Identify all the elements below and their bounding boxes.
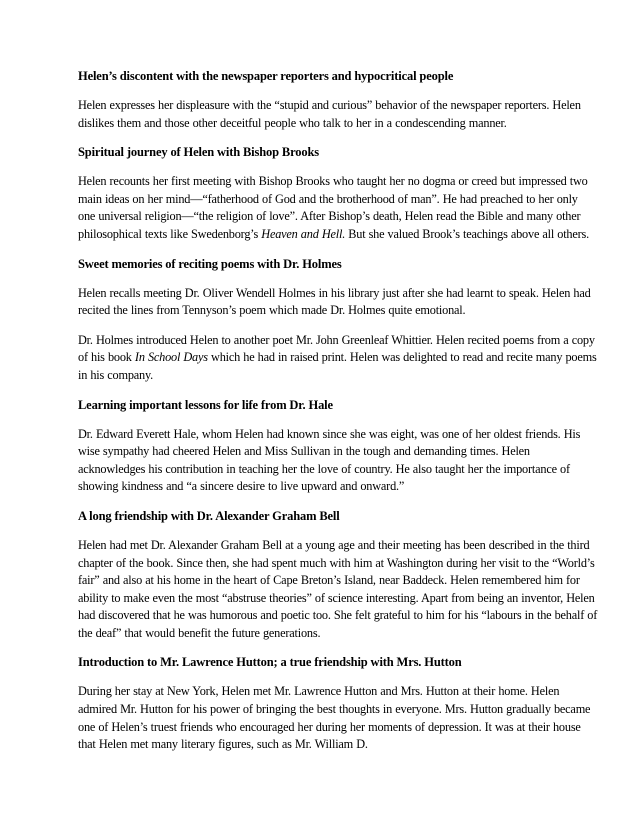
section-paragraph: Helen expresses her displeasure with the “stupid and curious” behavior of the newspaper reporters. Helen dislikes them and those other deceitful people who talk to her in a condescending manner. <box>78 98 581 130</box>
section-graham-bell <box>78 508 598 643</box>
section-heading: Learning important lessons for life from Dr. Hale <box>78 397 333 412</box>
section-heading: A long friendship with Dr. Alexander Graham Bell <box>78 508 340 523</box>
section-bishop-brooks <box>78 144 598 243</box>
section-hutton <box>78 654 598 753</box>
section-heading: Introduction to Mr. Lawrence Hutton; a true friendship with Mrs. Hutton <box>78 655 462 670</box>
section-dr-hale <box>78 397 598 496</box>
book-title: Heaven and Hell. <box>261 226 346 241</box>
section-paragraph: During her stay at New York, Helen met Mr. Lawrence Hutton and Mrs. Hutton at their home. Helen admired Mr. Hutton for his power of bringing the best thoughts in everyone. Mrs. Hutton gradually became one of Helen’s truest friends who encouraged her during her moments of depression. It was at their house that Helen met many literary figures, such as Mr. William D. <box>78 684 591 752</box>
section-paragraph: Dr. Edward Everett Hale, whom Helen had known since she was eight, was one of her oldest friends. His wise sympathy had cheered Helen and Miss Sullivan in the tough and demanding times. Helen acknowledges his contribution in teaching her the love of country. He also taught her the importance of showing kindness and “a sincere desire to live upward and onward.” <box>78 426 581 494</box>
section-paragraph: Helen recounts her first meeting with Bishop Brooks who taught her no dogma or creed but impressed two main ideas on her mind—“fatherhood of God and the brotherhood of man”. He had preached to her only one universal religion—“the religion of love”. After Bishop’s death, Helen read the Bible and many other philosophical texts like Swedenborg’s Heaven and Hell. But she valued Brook’s teachings above all others. <box>78 174 589 241</box>
section-paragraph: Dr. Holmes introduced Helen to another poet Mr. John Greenleaf Whittier. Helen recited poems from a copy of his book In School Days which he had in raised print. Helen was delighted to read and recite many poems in his company. <box>78 332 597 382</box>
section-heading: Helen’s discontent with the newspaper reporters and hypocritical people <box>78 69 454 83</box>
section-reporters <box>78 68 598 132</box>
section-dr-holmes <box>78 256 598 385</box>
section-heading: Sweet memories of reciting poems with Dr. Holmes <box>78 256 342 271</box>
section-paragraph: Helen recalls meeting Dr. Oliver Wendell Holmes in his library just after she had learnt to speak. Helen had recited the lines from Tennyson’s poem which made Dr. Holmes quite emotional. <box>78 285 591 318</box>
book-title: In School Days <box>134 350 208 365</box>
section-paragraph: Helen had met Dr. Alexander Graham Bell at a young age and their meeting has been described in the third chapter of the book. Since then, she had spent much with him at Washington during her visit to the “World’s fair” and also at his home in the heart of Cape Breton’s Island, near Baddeck. Helen remembered him for ability to make even the most “abstruse theories” of science interesting. Apart from being an inventor, Helen had discovered that he was humorous and poetic too. She felt grateful to him for his “labours in the behalf of the deaf” that would benefit the future generations. <box>78 537 598 640</box>
section-heading: Spiritual journey of Helen with Bishop Brooks <box>78 145 319 160</box>
